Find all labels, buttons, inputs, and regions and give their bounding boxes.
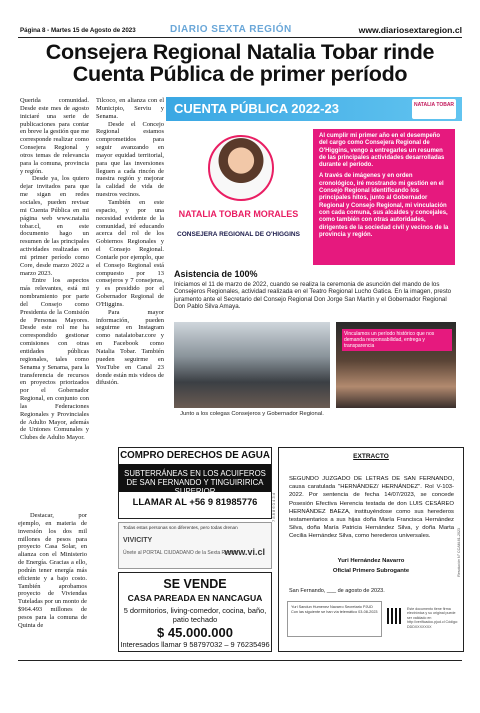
ad-portal-text: Únete al PORTAL CIUDADANO de la Sexta Región — [123, 550, 238, 556]
paragraph: Querida comunidad. Desde este mes de agosto iniciaré una serie de publicaciones para contar en breve la gestión que me corresponde realizar como Consejera Regional y otros temas de relevancia para la comuna, provincia y región. — [20, 97, 89, 175]
pink-paragraph: Al cumplir mi primer año en el desempeño del cargo como Consejera Regional de O'Higgins, vengo a entregarles un resumen de las principales actividades desarrolladas durante el período. — [319, 133, 445, 169]
article-col-3 — [18, 512, 87, 630]
asistencia-text: Iniciamos el 11 de marzo de 2022, cuando se realiza la ceremonia de asunción del mando de los Consejeros Regionales, actividad realizada en el Teatro Regional Lucho Gatica. En la imagen, presto juramento ante el Secretario del Consejo Regional Don Jorge San Martín y el Gobernador Regional Don Pablo Silva Amaya. — [174, 281, 452, 310]
paragraph: Desde ya, los quiero dejar invitados para que me sigan en redes sociales, pueden revisar mi Cuenta Pública en mi página web www.natalia tobar.cl, en este documento hago un resumen de las principales actividades realizadas en mi primer período como Core, desde marzo 2022 a marzo 2023. — [20, 175, 89, 277]
header-rule — [18, 37, 462, 38]
poster-name: NATALIA TOBAR MORALES — [178, 209, 299, 219]
poster-logo: NATALIA TOBAR — [412, 99, 456, 119]
extract-place-date: San Fernando, ___ de agosto de 2023. — [289, 588, 385, 594]
poster-footer: Junto a los colegas Consejeros y Gobernador Regional. — [180, 411, 324, 417]
extract-body: SEGUNDO JUZGADO DE LETRAS DE SAN FERNANDO, causa caratulada "HERNÁNDEZ/ HERNÁNDEZ". Rol V-103-2022. Por sentencia de fecha 14/07/2023, se concede Posesión Efectiva Herencia testada de don LUIS CESÁREO HERNÁNDEZ BAEZA, instituyéndose como sus herederos testamentarios a sus hijas doña María Francisca Hernández Silva, doña María Patricia Hernández Silva, y doña Marta Cecilia Hernández Silva, como herederos universales. — [289, 476, 454, 540]
portrait-photo — [208, 135, 274, 201]
paragraph: Para mayor información, pueden seguirme en Instagram como natalatobar.core y en Facebook como Natalia Tobar. También pueden seguirme en YouTube en Canal 23 donde están mis videos de difusión. — [96, 308, 164, 387]
article-col-2 — [96, 97, 164, 387]
legal-extract — [278, 447, 464, 652]
pink-paragraph: A través de imágenes y en orden cronológico, iré mostrando mi gestión en el Consejo Regional identificando los principales hitos, junto al Gobernador Regional y Consejo Regional, mi vinculación con cada comuna, sus alcaldes y concejales, como también con otras autoridades, dirigentes de la sociedad civil y vecinos de la provincia y región. — [319, 173, 449, 238]
extract-signer: Yuri Hernández Navarro — [337, 558, 405, 564]
ad-water-rights — [118, 447, 272, 519]
ad-house-contact: Interesados llamar 9 58797032 – 9 76235496 — [120, 640, 270, 649]
qr-text: Este documento tiene firma electrónica y su original puede ser validado en http://verificadoc.pjud.cl Código: DDDXXXXXXX — [407, 607, 458, 629]
headline: Consejera Regional Natalia Tobar rinde Cuenta Pública de primer período — [45, 40, 435, 86]
ceremony-photo — [174, 322, 330, 408]
ad-house-sale — [118, 572, 272, 652]
ad-title: COMPRO DERECHOS DE AGUA — [120, 450, 270, 461]
asistencia-title: Asistencia de 100% — [174, 269, 258, 279]
ad-house-price: $ 45.000.000 — [157, 625, 233, 640]
extract-side-text: Resolución N° CCAM-61-2023 — [457, 528, 461, 577]
extract-signer-title: Oficial Primero Subrogante — [332, 568, 410, 574]
ad-band: SUBTERRÁNEAS EN LOS ACUIFEROS DE SAN FERNANDO Y TINGUIRIRICA SUPERIOR — [119, 464, 271, 492]
cuenta-publica-poster — [166, 97, 462, 440]
ad-portal-top: Todas estas personas son diferentes, pero todas drenan — [123, 525, 238, 530]
bottom-rule — [18, 660, 462, 661]
article-col-1 — [20, 97, 89, 442]
poster-pink-box — [313, 129, 455, 265]
paragraph: Tilcoco, en alianza con el Municipio, Serviu y Senama. — [96, 97, 164, 120]
poster-role: CONSEJERA REGIONAL DE O'HIGGINS — [177, 231, 300, 238]
qr-code-icon — [387, 608, 403, 624]
paragraph: Desde el Concejo Regional estamos comprometidos para seguir avanzando en mayor equidad territorial, para que las inversiones lleguen a cada rincón de nuestra región y mejorar la calidad de vida de nuestros vecinos. — [96, 120, 164, 199]
extract-title: EXTRACTO — [353, 453, 389, 460]
website: www.diariosextaregion.cl — [358, 25, 462, 35]
ad-portal-brand: VIVICITY — [123, 537, 153, 544]
paragraph: Entre los aspectos más relevantes, está mi nombramiento por parte del Consejo como Presidenta de la Comisión de Personas Mayores. Desde este rol me ha correspondido gestionar comisiones con otras entidades públicas regionales, tales como Senama y Senama, para la transferencia de recursos en proyectos priorizados por el Gobernador Regional, en conjunto con las Federaciones Regionales y Provinciales de Adulto Mayor, además de Uniones Comunales y Clubes de Adulto Mayor. — [20, 277, 89, 442]
ad-house-title: SE VENDE — [163, 577, 227, 591]
ad-house-subtitle: CASA PAREADA EN NANCAGUA — [127, 593, 263, 603]
ad-portal — [118, 522, 272, 569]
paper-name: DIARIO SEXTA REGIÓN — [170, 24, 292, 35]
side-code: 7 8 8 8 6 0 4 3 d — [271, 493, 276, 522]
electronic-stamp: Yuri Sandun Humenez Navarro Secretario PJUD Con las siguiente se han vía telemático 03-08-2023 — [287, 601, 382, 637]
photo-caption: Vinculamos un período histórico que nos demanda responsabilidad, entrega y transparencia — [342, 329, 452, 351]
ad-house-desc: 5 dormitorios, living-comedor, cocina, baño, patio techado — [123, 606, 267, 624]
ad-phone: LLAMAR AL +56 9 81985776 — [132, 496, 258, 507]
poster-title: CUENTA PÚBLICA 2022-23 — [174, 101, 339, 116]
paragraph: Destacar, por ejemplo, en materia de inversión los dos mil millones de pesos para proyecto Casa Solar, en alianza con el Ministerio de Energía. Gracias a ello, podrán tener energía más eficiente y a bajo costo. También aprobamos proyecto de Viviendas Tuteladas por un monto de $964.493 millones de pesos para la comuna de Quinta de — [18, 512, 87, 629]
paragraph: También en este espacio, y por una necesidad evidente de la comunidad, iré educando acerca del rol de los Gobiernos Regionales y el Consejo Regional. Contarle por ejemplo, que el Consejo Regional está compuesto por 13 consejeros y 7 consejeras, y es presidido por el Gobernador Regional de O'Higgins. — [96, 198, 164, 308]
page-info: Página 8 - Martes 15 de Agosto de 2023 — [20, 27, 136, 34]
ad-portal-url: www.vi.cl — [224, 547, 265, 557]
